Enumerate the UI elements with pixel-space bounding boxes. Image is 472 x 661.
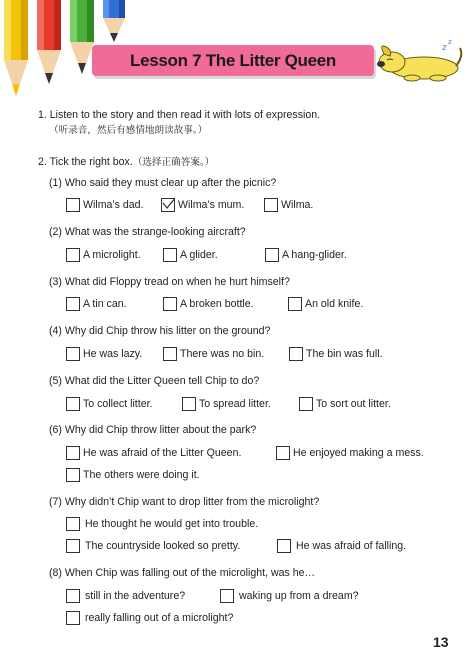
question-6: (6) Why did Chip throw litter about the park? (49, 424, 257, 436)
answer-checkbox[interactable] (288, 297, 302, 311)
answer-checkbox[interactable] (277, 539, 291, 553)
answer-checkbox[interactable] (163, 297, 177, 311)
answer-checkbox[interactable] (66, 611, 80, 625)
question-2: (2) What was the strange-looking aircraft? (49, 226, 246, 238)
answer-checkbox[interactable] (66, 347, 80, 361)
sleep-z-icon: z (442, 43, 447, 53)
answer-checkbox[interactable] (66, 297, 80, 311)
task2-instruction-en: 2. Tick the right box. (38, 156, 133, 168)
answer-checkbox[interactable] (289, 347, 303, 361)
question-3: (3) What did Floppy tread on when he hurt himself? (49, 276, 290, 288)
blue-pencil-icon (103, 0, 125, 42)
answer-label: Wilma. (281, 199, 314, 211)
answer-label: A microlight. (83, 249, 141, 261)
answer-checkbox[interactable] (66, 198, 80, 212)
answer-label: He was afraid of falling. (296, 540, 407, 552)
sleeping-dog-icon (372, 36, 464, 82)
answer-label: He thought he would get into trouble. (85, 518, 259, 530)
answer-checkbox[interactable] (265, 248, 279, 262)
answer-label: An old knife. (305, 298, 364, 310)
checkmark-icon (161, 196, 175, 210)
answer-checkbox[interactable] (66, 397, 80, 411)
answer-checkbox[interactable] (163, 248, 177, 262)
answer-checkbox[interactable] (66, 468, 80, 482)
answer-label: The bin was full. (306, 348, 383, 360)
answer-checkbox-checked[interactable] (161, 198, 175, 212)
answer-label: The countryside looked so pretty. (85, 540, 241, 552)
answer-label: waking up from a dream? (239, 590, 359, 602)
task1-instruction-cn: （听录音，然后有感情地朗读故事。） (49, 125, 208, 136)
answer-label: A broken bottle. (180, 298, 254, 310)
lesson-title: Lesson 7 The Litter Queen (130, 51, 336, 70)
question-1: (1) Who said they must clear up after the picnic? (49, 177, 277, 189)
answer-label: still in the adventure? (85, 590, 186, 602)
answer-label: He was afraid of the Litter Queen. (83, 447, 242, 459)
answer-label: The others were doing it. (83, 469, 200, 481)
task2-instruction-cn: （选择正确答案。） (132, 157, 215, 168)
answer-checkbox[interactable] (182, 397, 196, 411)
question-8: (8) When Chip was falling out of the microlight, was he… (49, 567, 316, 579)
answer-label: He was lazy. (83, 348, 143, 360)
task2-instruction (38, 156, 214, 169)
answer-label: A hang-glider. (282, 249, 347, 261)
answer-label: A tin can. (83, 298, 127, 310)
green-pencil-icon (70, 0, 94, 74)
answer-checkbox[interactable] (66, 539, 80, 553)
answer-checkbox[interactable] (220, 589, 234, 603)
answer-label: A glider. (180, 249, 218, 261)
answer-label: Wilma’s dad. (83, 199, 144, 211)
svg-text:z: z (448, 38, 452, 46)
question-7: (7) Why didn’t Chip want to drop litter from the microlight? (49, 496, 320, 508)
answer-label: really falling out of a microlight? (85, 612, 234, 624)
answer-label: To sort out litter. (316, 398, 391, 410)
question-4: (4) Why did Chip throw his litter on the ground? (49, 325, 271, 337)
answer-label: To collect litter. (83, 398, 153, 410)
task1-instruction: 1. Listen to the story and then read it with lots of expression. (38, 109, 321, 121)
answer-label: He enjoyed making a mess. (293, 447, 424, 459)
question-5: (5) What did the Litter Queen tell Chip to do? (49, 375, 260, 387)
answer-checkbox[interactable] (66, 517, 80, 531)
answer-checkbox[interactable] (163, 347, 177, 361)
answer-checkbox[interactable] (66, 589, 80, 603)
lesson-title-banner (92, 45, 374, 76)
answer-checkbox[interactable] (66, 446, 80, 460)
red-pencil-icon (37, 0, 61, 84)
answer-label: Wilma’s mum. (178, 199, 245, 211)
answer-label: There was no bin. (180, 348, 265, 360)
answer-label: To spread litter. (199, 398, 271, 410)
yellow-pencil-icon (4, 0, 28, 96)
page-number: 13 (433, 634, 449, 650)
answer-checkbox[interactable] (299, 397, 313, 411)
answer-checkbox[interactable] (276, 446, 290, 460)
answer-checkbox[interactable] (264, 198, 278, 212)
answer-checkbox[interactable] (66, 248, 80, 262)
